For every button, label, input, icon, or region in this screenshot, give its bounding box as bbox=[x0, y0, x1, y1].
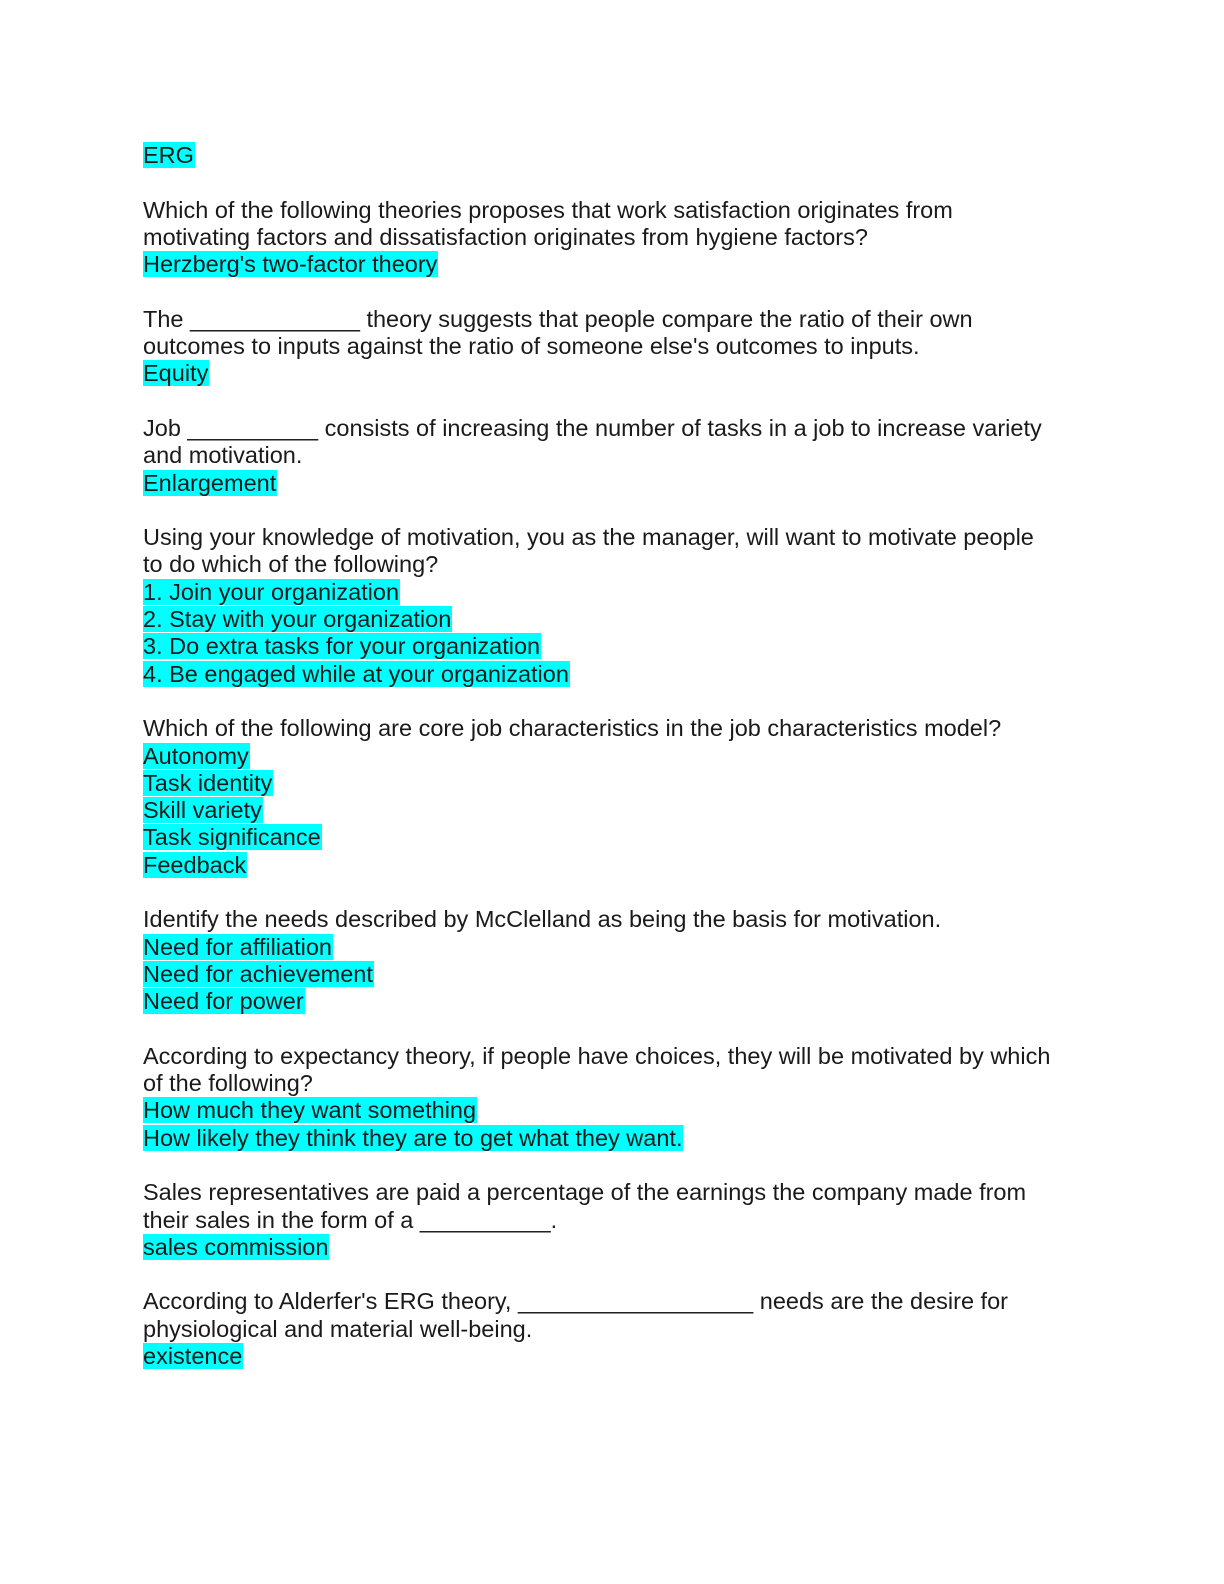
question-line: The _____________ theory suggests that people compare the ratio of their own bbox=[143, 305, 973, 332]
answer-highlight: 2. Stay with your organization bbox=[143, 606, 452, 633]
question-line: Using your knowledge of motivation, you as the manager, will want to motivate people bbox=[143, 524, 1034, 551]
answer-highlight: 3. Do extra tasks for your organization bbox=[143, 633, 541, 660]
answer-highlight: How much they want something bbox=[143, 1097, 477, 1124]
answer-highlight: Herzberg's two-factor theory bbox=[143, 251, 438, 278]
question-line: of the following? bbox=[143, 1070, 313, 1097]
question-line: and motivation. bbox=[143, 442, 303, 469]
answer-highlight: 4. Be engaged while at your organization bbox=[143, 660, 569, 687]
question-block bbox=[143, 524, 1083, 688]
question-line: Sales representatives are paid a percentage of the earnings the company made from bbox=[143, 1179, 1027, 1206]
answer-highlight: Autonomy bbox=[143, 742, 249, 769]
question-block bbox=[143, 1043, 1083, 1152]
question-line: their sales in the form of a __________. bbox=[143, 1206, 558, 1233]
answer-highlight: Skill variety bbox=[143, 797, 262, 824]
answer-highlight: sales commission bbox=[143, 1233, 329, 1260]
question-line: motivating factors and dissatisfaction originates from hygiene factors? bbox=[143, 223, 868, 250]
question-line: According to Alderfer's ERG theory, __________________ needs are the desire for bbox=[143, 1288, 1008, 1315]
question-line: physiological and material well-being. bbox=[143, 1315, 533, 1342]
answer-highlight: 1. Join your organization bbox=[143, 578, 400, 605]
answer-highlight: Task significance bbox=[143, 824, 321, 851]
question-line: to do which of the following? bbox=[143, 551, 439, 578]
question-block bbox=[143, 1179, 1083, 1261]
question-block bbox=[143, 715, 1083, 879]
question-line: Job __________ consists of increasing the number of tasks in a job to increase variety bbox=[143, 414, 1042, 441]
answer-highlight: ERG bbox=[143, 142, 194, 168]
answer-highlight: Equity bbox=[143, 360, 209, 387]
question-block bbox=[143, 1288, 1083, 1370]
question-block bbox=[143, 197, 1083, 279]
question-line: Which of the following are core job characteristics in the job characteristics model? bbox=[143, 715, 1002, 742]
answer-highlight: Need for affiliation bbox=[143, 933, 332, 960]
top-answer-block bbox=[143, 142, 1083, 169]
answer-highlight: Feedback bbox=[143, 851, 247, 878]
question-line: Which of the following theories proposes that work satisfaction originates from bbox=[143, 196, 953, 223]
question-block bbox=[143, 415, 1083, 497]
answer-highlight: existence bbox=[143, 1343, 243, 1370]
question-block bbox=[143, 306, 1083, 388]
question-line: outcomes to inputs against the ratio of someone else's outcomes to inputs. bbox=[143, 333, 920, 360]
question-block bbox=[143, 906, 1083, 1015]
answer-highlight: How likely they think they are to get what they want. bbox=[143, 1124, 683, 1151]
answer-highlight: Need for power bbox=[143, 988, 304, 1015]
question-line: According to expectancy theory, if people have choices, they will be motivated by which bbox=[143, 1042, 1051, 1069]
document-page bbox=[143, 142, 1083, 1398]
question-line: Identify the needs described by McClelland as being the basis for motivation. bbox=[143, 906, 942, 933]
answer-highlight: Enlargement bbox=[143, 469, 277, 496]
answer-highlight: Need for achievement bbox=[143, 960, 373, 987]
answer-highlight: Task identity bbox=[143, 769, 273, 796]
